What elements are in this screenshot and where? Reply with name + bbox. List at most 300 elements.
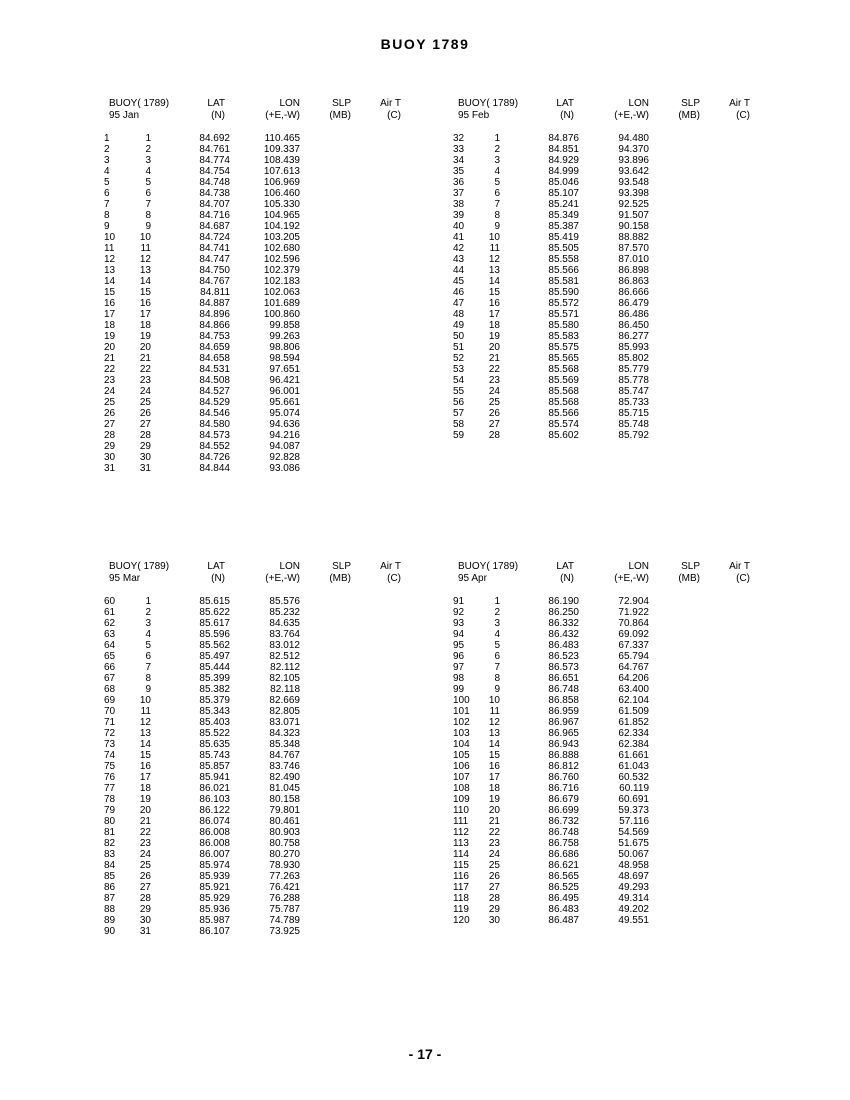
record-index: 68 [104, 684, 116, 695]
latitude: 85.583 [548, 331, 579, 342]
table-row [453, 430, 763, 441]
table-row [104, 342, 414, 353]
table-row [453, 651, 763, 662]
latitude: 86.748 [548, 827, 579, 838]
latitude: 84.580 [199, 419, 230, 430]
longitude: 86.863 [618, 276, 649, 287]
longitude: 82.112 [270, 662, 300, 673]
day: 9 [145, 684, 151, 695]
table-row [104, 397, 414, 408]
table-row [453, 199, 763, 210]
day: 28 [488, 430, 500, 441]
table-row [453, 717, 763, 728]
table-row [104, 265, 414, 276]
header-airt-unit: (C) [736, 110, 750, 121]
table-row [104, 915, 414, 926]
day: 7 [494, 662, 500, 673]
latitude: 86.651 [548, 673, 579, 684]
longitude: 49.551 [618, 915, 649, 926]
day: 24 [488, 849, 500, 860]
latitude: 85.387 [548, 221, 579, 232]
table-row [453, 915, 763, 926]
day: 25 [488, 860, 500, 871]
period-label: 95 Mar [109, 573, 141, 584]
record-index: 27 [104, 419, 116, 430]
day: 19 [139, 794, 151, 805]
record-index: 105 [453, 750, 470, 761]
day: 23 [488, 375, 500, 386]
latitude: 84.707 [199, 199, 230, 210]
longitude: 106.460 [263, 188, 300, 199]
latitude: 85.566 [548, 265, 579, 276]
latitude: 86.967 [548, 717, 579, 728]
longitude: 104.192 [263, 221, 300, 232]
record-index: 90 [104, 926, 116, 937]
header-airt: Air T [729, 561, 750, 572]
day: 23 [139, 838, 151, 849]
table-row [453, 904, 763, 915]
longitude: 96.001 [269, 386, 300, 397]
record-index: 30 [104, 452, 116, 463]
longitude: 102.183 [263, 276, 300, 287]
table-row [104, 739, 414, 750]
latitude: 86.008 [199, 838, 230, 849]
table-row [104, 662, 414, 673]
record-index: 61 [104, 607, 116, 618]
record-index: 43 [453, 254, 465, 265]
table-row [104, 419, 414, 430]
day: 29 [139, 904, 151, 915]
record-index: 31 [104, 463, 116, 474]
latitude: 84.748 [199, 177, 230, 188]
record-index: 82 [104, 838, 116, 849]
table-row [104, 309, 414, 320]
longitude: 94.216 [269, 430, 300, 441]
longitude: 102.063 [263, 287, 300, 298]
day: 2 [145, 144, 151, 155]
day: 12 [139, 717, 151, 728]
table-row [104, 133, 414, 144]
latitude: 85.399 [199, 673, 230, 684]
period-label: 95 Apr [458, 573, 487, 584]
latitude: 86.758 [548, 838, 579, 849]
longitude: 82.805 [269, 706, 300, 717]
latitude: 84.866 [199, 320, 230, 331]
table-header [104, 561, 414, 585]
header-lon-unit: (+E,-W) [265, 110, 300, 121]
record-index: 91 [453, 596, 465, 607]
latitude: 85.566 [548, 408, 579, 419]
header-airt: Air T [729, 98, 750, 109]
record-index: 14 [104, 276, 116, 287]
record-index: 93 [453, 618, 465, 629]
longitude: 77.263 [269, 871, 300, 882]
table-row [104, 320, 414, 331]
table-row [104, 706, 414, 717]
day: 10 [488, 232, 500, 243]
record-index: 60 [104, 596, 116, 607]
record-index: 77 [104, 783, 116, 794]
day: 3 [494, 618, 500, 629]
table-row [453, 397, 763, 408]
record-index: 33 [453, 144, 465, 155]
latitude: 85.635 [199, 739, 230, 750]
table-row [453, 816, 763, 827]
record-index: 13 [104, 265, 116, 276]
record-index: 26 [104, 408, 116, 419]
longitude: 82.118 [270, 684, 300, 695]
longitude: 85.779 [618, 364, 649, 375]
record-index: 7 [104, 199, 110, 210]
table-row [453, 265, 763, 276]
record-index: 52 [453, 353, 465, 364]
day: 21 [139, 353, 151, 364]
longitude: 105.330 [263, 199, 300, 210]
latitude: 85.939 [199, 871, 230, 882]
latitude: 86.965 [548, 728, 579, 739]
table-row [104, 364, 414, 375]
table-row [104, 904, 414, 915]
latitude: 86.858 [548, 695, 579, 706]
latitude: 86.008 [199, 827, 230, 838]
latitude: 84.546 [199, 408, 230, 419]
longitude: 102.680 [263, 243, 300, 254]
record-index: 36 [453, 177, 465, 188]
longitude: 51.675 [618, 838, 649, 849]
record-index: 83 [104, 849, 116, 860]
day: 7 [145, 662, 151, 673]
table-row [104, 926, 414, 937]
table-row [453, 133, 763, 144]
latitude: 86.495 [548, 893, 579, 904]
header-slp: SLP [332, 98, 351, 109]
page-number: - 17 - [408, 1046, 442, 1062]
record-index: 4 [104, 166, 110, 177]
day: 28 [488, 893, 500, 904]
record-index: 87 [104, 893, 116, 904]
longitude: 85.993 [618, 342, 649, 353]
latitude: 84.753 [199, 331, 230, 342]
table-row [104, 860, 414, 871]
day: 5 [494, 177, 500, 188]
day: 18 [139, 783, 151, 794]
record-index: 42 [453, 243, 465, 254]
record-index: 51 [453, 342, 465, 353]
record-index: 9 [104, 221, 110, 232]
longitude: 61.043 [618, 761, 649, 772]
record-index: 67 [104, 673, 116, 684]
day: 9 [494, 684, 500, 695]
latitude: 85.574 [548, 419, 579, 430]
longitude: 103.205 [263, 232, 300, 243]
day: 21 [488, 816, 500, 827]
record-index: 12 [104, 254, 116, 265]
longitude: 86.898 [618, 265, 649, 276]
table-row [104, 276, 414, 287]
latitude: 86.122 [199, 805, 230, 816]
record-index: 23 [104, 375, 116, 386]
longitude: 97.651 [269, 364, 300, 375]
header-lat: LAT [556, 561, 574, 572]
longitude: 80.903 [269, 827, 300, 838]
longitude: 83.764 [269, 629, 300, 640]
table-row [104, 386, 414, 397]
day: 1 [494, 133, 500, 144]
record-index: 86 [104, 882, 116, 893]
day: 11 [140, 706, 151, 717]
record-index: 20 [104, 342, 116, 353]
latitude: 85.857 [199, 761, 230, 772]
table-row [104, 871, 414, 882]
day: 9 [494, 221, 500, 232]
latitude: 85.568 [548, 386, 579, 397]
latitude: 85.596 [199, 629, 230, 640]
period-label: 95 Feb [458, 110, 490, 121]
table-row [104, 243, 414, 254]
longitude: 82.512 [269, 651, 300, 662]
header-lon: LON [628, 561, 649, 572]
record-index: 108 [453, 783, 470, 794]
day: 22 [139, 364, 151, 375]
record-index: 11 [104, 243, 115, 254]
table-row [104, 673, 414, 684]
header-slp-unit: (MB) [329, 573, 351, 584]
record-index: 106 [453, 761, 470, 772]
longitude: 61.509 [618, 706, 649, 717]
day: 20 [488, 805, 500, 816]
record-index: 116 [453, 871, 469, 882]
latitude: 85.403 [199, 717, 230, 728]
longitude: 49.293 [618, 882, 649, 893]
day: 10 [139, 695, 151, 706]
record-index: 22 [104, 364, 116, 375]
longitude: 65.794 [618, 651, 649, 662]
day: 12 [488, 254, 500, 265]
table-row [453, 662, 763, 673]
record-index: 72 [104, 728, 116, 739]
latitude: 84.887 [199, 298, 230, 309]
day: 10 [488, 695, 500, 706]
longitude: 94.480 [618, 133, 649, 144]
longitude: 82.490 [269, 772, 300, 783]
longitude: 69.092 [618, 629, 649, 640]
longitude: 71.922 [618, 607, 649, 618]
record-index: 120 [453, 915, 470, 926]
longitude: 100.860 [263, 309, 300, 320]
latitude: 84.754 [199, 166, 230, 177]
latitude: 85.602 [548, 430, 579, 441]
header-lat-unit: (N) [211, 110, 225, 121]
record-index: 98 [453, 673, 465, 684]
longitude: 95.661 [269, 397, 300, 408]
longitude: 60.691 [618, 794, 649, 805]
record-index: 59 [453, 430, 465, 441]
latitude: 84.750 [199, 265, 230, 276]
table-row [453, 596, 763, 607]
latitude: 84.692 [199, 133, 230, 144]
day: 5 [494, 640, 500, 651]
latitude: 85.921 [199, 882, 230, 893]
day: 4 [494, 166, 500, 177]
header-slp-unit: (MB) [678, 573, 700, 584]
header-lon-unit: (+E,-W) [614, 573, 649, 584]
day: 30 [488, 915, 500, 926]
day: 7 [145, 199, 151, 210]
table-row [453, 298, 763, 309]
table-row [104, 210, 414, 221]
record-index: 70 [104, 706, 116, 717]
table-row [453, 706, 763, 717]
day: 10 [139, 232, 151, 243]
record-index: 28 [104, 430, 116, 441]
record-index: 3 [104, 155, 110, 166]
table-row [453, 210, 763, 221]
longitude: 57.116 [619, 816, 649, 827]
day: 13 [488, 265, 500, 276]
latitude: 85.569 [548, 375, 579, 386]
header-lon: LON [279, 561, 300, 572]
day: 1 [494, 596, 500, 607]
longitude: 85.802 [618, 353, 649, 364]
record-index: 114 [453, 849, 469, 860]
latitude: 85.505 [548, 243, 579, 254]
header-lat-unit: (N) [560, 110, 574, 121]
latitude: 84.573 [199, 430, 230, 441]
table-row [453, 353, 763, 364]
day: 20 [139, 342, 151, 353]
header-buoy: BUOY( 1789) [458, 98, 519, 109]
record-index: 25 [104, 397, 116, 408]
latitude: 84.716 [199, 210, 230, 221]
table-row [453, 882, 763, 893]
latitude: 84.531 [199, 364, 230, 375]
header-lat: LAT [556, 98, 574, 109]
table-row [104, 882, 414, 893]
day: 18 [139, 320, 151, 331]
day: 20 [139, 805, 151, 816]
record-index: 57 [453, 408, 465, 419]
latitude: 86.523 [548, 651, 579, 662]
record-index: 96 [453, 651, 465, 662]
day: 5 [145, 177, 151, 188]
table-row [453, 739, 763, 750]
longitude: 93.896 [618, 155, 649, 166]
table-row [453, 408, 763, 419]
record-index: 58 [453, 419, 465, 430]
table-row [453, 177, 763, 188]
record-index: 1 [104, 133, 110, 144]
header-lat-unit: (N) [211, 573, 225, 584]
table-body [453, 133, 763, 441]
table-row [104, 199, 414, 210]
longitude: 80.270 [269, 849, 300, 860]
table-row [104, 441, 414, 452]
longitude: 88.882 [618, 232, 649, 243]
longitude: 64.767 [618, 662, 649, 673]
longitude: 93.398 [618, 188, 649, 199]
longitude: 87.570 [618, 243, 649, 254]
longitude: 92.525 [618, 199, 649, 210]
day: 8 [145, 673, 151, 684]
longitude: 82.669 [269, 695, 300, 706]
day: 4 [145, 166, 151, 177]
table-header [104, 98, 414, 122]
latitude: 85.571 [548, 309, 579, 320]
longitude: 62.384 [618, 739, 649, 750]
latitude: 85.743 [199, 750, 230, 761]
latitude: 86.332 [548, 618, 579, 629]
longitude: 84.323 [269, 728, 300, 739]
longitude: 62.104 [618, 695, 649, 706]
day: 15 [139, 287, 151, 298]
longitude: 108.439 [263, 155, 300, 166]
table-row [104, 430, 414, 441]
day: 20 [488, 342, 500, 353]
day: 25 [488, 397, 500, 408]
latitude: 85.617 [199, 618, 230, 629]
table-row [453, 144, 763, 155]
table-row [104, 408, 414, 419]
latitude: 85.382 [199, 684, 230, 695]
table-row [453, 607, 763, 618]
latitude: 86.021 [199, 783, 230, 794]
latitude: 85.379 [199, 695, 230, 706]
table-row [104, 618, 414, 629]
record-index: 47 [453, 298, 465, 309]
latitude: 84.767 [199, 276, 230, 287]
table-row [104, 596, 414, 607]
longitude: 85.748 [618, 419, 649, 430]
record-index: 8 [104, 210, 110, 221]
record-index: 88 [104, 904, 116, 915]
latitude: 85.615 [199, 596, 230, 607]
table-row [104, 849, 414, 860]
record-index: 17 [104, 309, 116, 320]
record-index: 18 [104, 320, 116, 331]
table-row [453, 783, 763, 794]
latitude: 84.687 [199, 221, 230, 232]
header-slp-unit: (MB) [678, 110, 700, 121]
header-airt: Air T [380, 561, 401, 572]
record-index: 79 [104, 805, 116, 816]
table-row [453, 860, 763, 871]
day: 12 [488, 717, 500, 728]
day: 8 [145, 210, 151, 221]
record-index: 21 [104, 353, 116, 364]
longitude: 81.045 [269, 783, 300, 794]
longitude: 86.450 [618, 320, 649, 331]
longitude: 93.642 [618, 166, 649, 177]
table-row [104, 684, 414, 695]
table-row [453, 419, 763, 430]
latitude: 86.943 [548, 739, 579, 750]
longitude: 48.958 [618, 860, 649, 871]
latitude: 84.761 [199, 144, 230, 155]
table-row [453, 331, 763, 342]
longitude: 54.569 [618, 827, 649, 838]
table-header [453, 98, 763, 122]
day: 25 [139, 397, 151, 408]
table-row [104, 805, 414, 816]
table-row [453, 673, 763, 684]
table-row [453, 276, 763, 287]
record-index: 94 [453, 629, 465, 640]
longitude: 50.067 [618, 849, 649, 860]
day: 2 [145, 607, 151, 618]
day: 8 [494, 210, 500, 221]
day: 19 [488, 331, 500, 342]
table-row [104, 607, 414, 618]
